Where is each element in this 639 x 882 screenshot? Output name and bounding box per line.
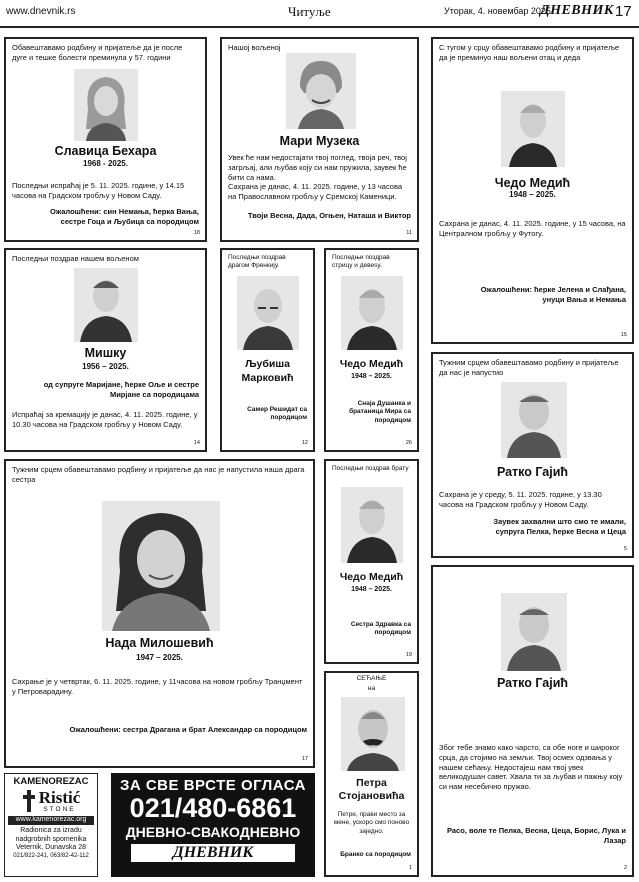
ad-brand: Ristić — [38, 787, 81, 807]
notice-number: 17 — [301, 755, 308, 762]
notice-signature: Ожалошћени: сестра Драгана и брат Александар са породицом — [69, 725, 307, 734]
obituary-cedo-medic-family — [431, 37, 634, 344]
obituary-cedo-medic-niece — [324, 248, 419, 452]
ad-phone: 021/822-241, 063/82-42-112 — [13, 853, 89, 859]
ad-oglasi-title: ЗА СВЕ ВРСТЕ ОГЛАСА — [119, 777, 307, 794]
notice-signature: Сестра Здравка са породицом — [350, 621, 411, 637]
notice-intro: Обавештавамо родбину и пријатеље да је после дуге и тешке болести преминула у 57. години — [12, 43, 183, 62]
deceased-name: Мари Музека — [279, 134, 360, 148]
portrait-photo — [74, 268, 138, 342]
portrait-photo — [341, 697, 405, 771]
newspaper-logo: ДНЕВНИК — [540, 3, 614, 18]
obituary-mari-muzeka — [220, 37, 419, 242]
ad-oglasi-logo: ДНЕВНИК — [131, 844, 295, 862]
notice-body: Сахрање је у четвртак, 6. 11. 2025. године, у 11часова на новом гробљу Транџмент у Петроварадину. — [12, 677, 303, 696]
life-years: 1948 – 2025. — [351, 373, 392, 380]
notice-intro: Нашој вољеној — [228, 43, 281, 52]
notice-number: 12 — [301, 439, 308, 446]
deceased-name: Чедо Медић — [339, 358, 404, 370]
deceased-name: Љубиша Марковић — [241, 358, 294, 384]
deceased-name: Нада Милошевић — [105, 636, 214, 650]
notice-number: 5 — [623, 545, 627, 552]
notice-body: Због тебе знамо како чарсто, са обе ноге и широког срца, да стојимо на земљи. Твој осмех одзвања у нашем сећању. Недостајеш нам твој увек великодушан савет. Хвала ти за љубав и пажњу коју си нам несебично пружао. — [439, 743, 623, 791]
ad-oglasi-slogan: ДНЕВНО-СВАКОДНЕВНО — [125, 824, 301, 841]
notice-signature: Твоји Весна, Дада, Огњен, Наташа и Виктор — [247, 211, 411, 220]
page-header — [0, 0, 639, 28]
ad-oglasi-phone[interactable]: 021/480-6861 — [129, 793, 297, 823]
notice-body: Петре, прави место за мене, ускоро смо поново заједно. — [333, 811, 410, 835]
notice-intro: СЕЋАЊЕ — [356, 675, 387, 682]
deceased-name: Чедо Медић — [339, 571, 404, 583]
notice-intro: Последњи поздрав драгом Френкију. — [228, 254, 286, 270]
notice-signature: Бранко са породицом — [340, 851, 411, 858]
obituary-misku — [4, 248, 207, 452]
notice-body: Увек ће нам недостајати твој поглед, твоја реч, твој загрљај, али љубав коју си нам пружила, заувек ће бити са нама. — [228, 153, 407, 182]
deceased-name: Чедо Медић — [494, 176, 571, 190]
notice-number: 1 — [408, 864, 412, 871]
ad-line-1: Radionica za izradu — [20, 826, 82, 834]
notice-number: 11 — [406, 229, 412, 236]
obituary-nada-milosevic — [4, 459, 315, 768]
notice-number: 14 — [193, 439, 200, 446]
notice-number: 19 — [405, 651, 412, 658]
portrait-photo — [501, 382, 567, 458]
page-number: 17 — [615, 3, 632, 20]
notice-signature: Снаја Душанка и братаница Мира са породицом — [349, 400, 411, 424]
cross-icon — [22, 789, 36, 813]
notice-number: 26 — [405, 439, 412, 446]
portrait-photo — [501, 91, 565, 167]
obituary-ratko-gajic-family — [431, 352, 634, 558]
portrait-photo — [341, 276, 403, 350]
notice-number: 2 — [623, 864, 627, 871]
notice-body-2: Сахрана је данас, 4. 11. 2025. године, у 13 часова на Православном гробљу у Сремској Каменици. — [228, 182, 403, 201]
life-years: 1956 – 2025. — [82, 362, 129, 371]
life-years: 1947 – 2025. — [136, 653, 183, 662]
notice-signature: од супруге Маријане, ћерке Оље и сестре Мирјане са породицама — [43, 380, 199, 399]
notice-body: Сахрана је данас, 4. 11. 2025. године, у 15 часова, на Централном гробљу у Футогу. — [439, 219, 626, 238]
obituary-ljubisa-markovic — [220, 248, 315, 452]
obituary-cedo-medic-sister — [324, 459, 419, 664]
life-years: 1948 – 2025. — [351, 586, 392, 593]
ad-oglasi[interactable] — [111, 773, 315, 877]
notice-intro: С тугом у срцу обавештавамо родбину и пријатеље да је преминуо наш вољени отац и деда — [439, 43, 620, 62]
notice-intro: Последњи поздрав стрицу и девеѕу. — [332, 254, 390, 270]
life-years: 1948 – 2025. — [509, 190, 556, 199]
notice-intro: Тужним срцем обавештавамо родбину и пријатеље да нас је напустила наша драга сестра — [12, 465, 305, 484]
notice-signature: Ожалошћени: син Немања, ћерка Вања, сестре Гоца и Љубица са породицом — [49, 207, 199, 226]
deceased-name: Ратко Гајић — [496, 676, 569, 690]
portrait-photo — [286, 53, 356, 129]
life-years: 1968 - 2025. — [83, 159, 128, 168]
notice-intro: Последњи поздрав нашем вољеном — [12, 254, 139, 263]
portrait-photo — [237, 276, 299, 350]
notice-signature: Ожалошћени: ћерке Јелена и Слађана, унуци Вања и Немања — [480, 285, 626, 304]
ad-kamenorezac[interactable] — [4, 773, 98, 877]
notice-body: Испраћај за кремацију је данас, 4. 11. 2025. године, у 10.30 часова на Градском гробљу у Новом Саду. — [12, 410, 198, 429]
deceased-name: Петра Стојановића — [338, 777, 405, 803]
notice-body: Сахрана је у среду, 5. 11. 2025. године, у 13.30 часова на Градском гробљу у Новом Саду. — [439, 490, 602, 509]
site-url[interactable]: www.dnevnik.rs — [6, 6, 76, 17]
section-title: Читуље — [288, 4, 331, 19]
portrait-photo — [74, 69, 138, 141]
deceased-name: Ратко Гајић — [496, 465, 569, 479]
deceased-name: Славица Бехара — [54, 144, 157, 158]
notice-number: 15 — [620, 331, 627, 338]
notice-number: 18 — [193, 229, 200, 236]
notice-signature: Самер Решидат са породицом — [247, 406, 307, 422]
ad-title: KAMENOREZAC — [13, 776, 89, 787]
portrait-photo — [102, 501, 220, 631]
portrait-photo — [501, 593, 567, 671]
ad-brand-sub: STONE — [43, 805, 76, 813]
notice-body: Последњи испраћај је 5. 11. 2025. године, у 14.15 часова на Градском гробљу у Новом Саду. — [12, 181, 185, 200]
obituary-petra-stojanovica — [324, 671, 419, 877]
obituary-ratko-gajic-remembrance — [431, 565, 634, 877]
portrait-photo — [341, 487, 403, 563]
ad-line-2: nadgrobnih spomenika — [15, 835, 87, 843]
notice-signature: Заувек захвални што смо те имали, супруга Пелка, ћерке Весна и Цеца — [493, 517, 626, 536]
notice-intro: Тужним срцем обавештавамо родбину и пријатеље да нас је напустио — [439, 358, 619, 377]
obituary-slavica-behara — [4, 37, 207, 242]
ad-line-3: Veternik, Dunavska 28 — [15, 844, 87, 852]
deceased-name: Мишку — [84, 346, 127, 360]
notice-intro: Последњи поздрав брату — [332, 465, 409, 472]
issue-date: Уторак, 4. новембар 2025. — [444, 6, 554, 16]
ad-url[interactable]: www.kamenorezac.org — [8, 816, 94, 825]
notice-signature: Расо, воле те Пелка, Весна, Цеца, Борис, Лука и Лазар — [446, 826, 626, 845]
notice-intro-2: на — [367, 685, 376, 692]
